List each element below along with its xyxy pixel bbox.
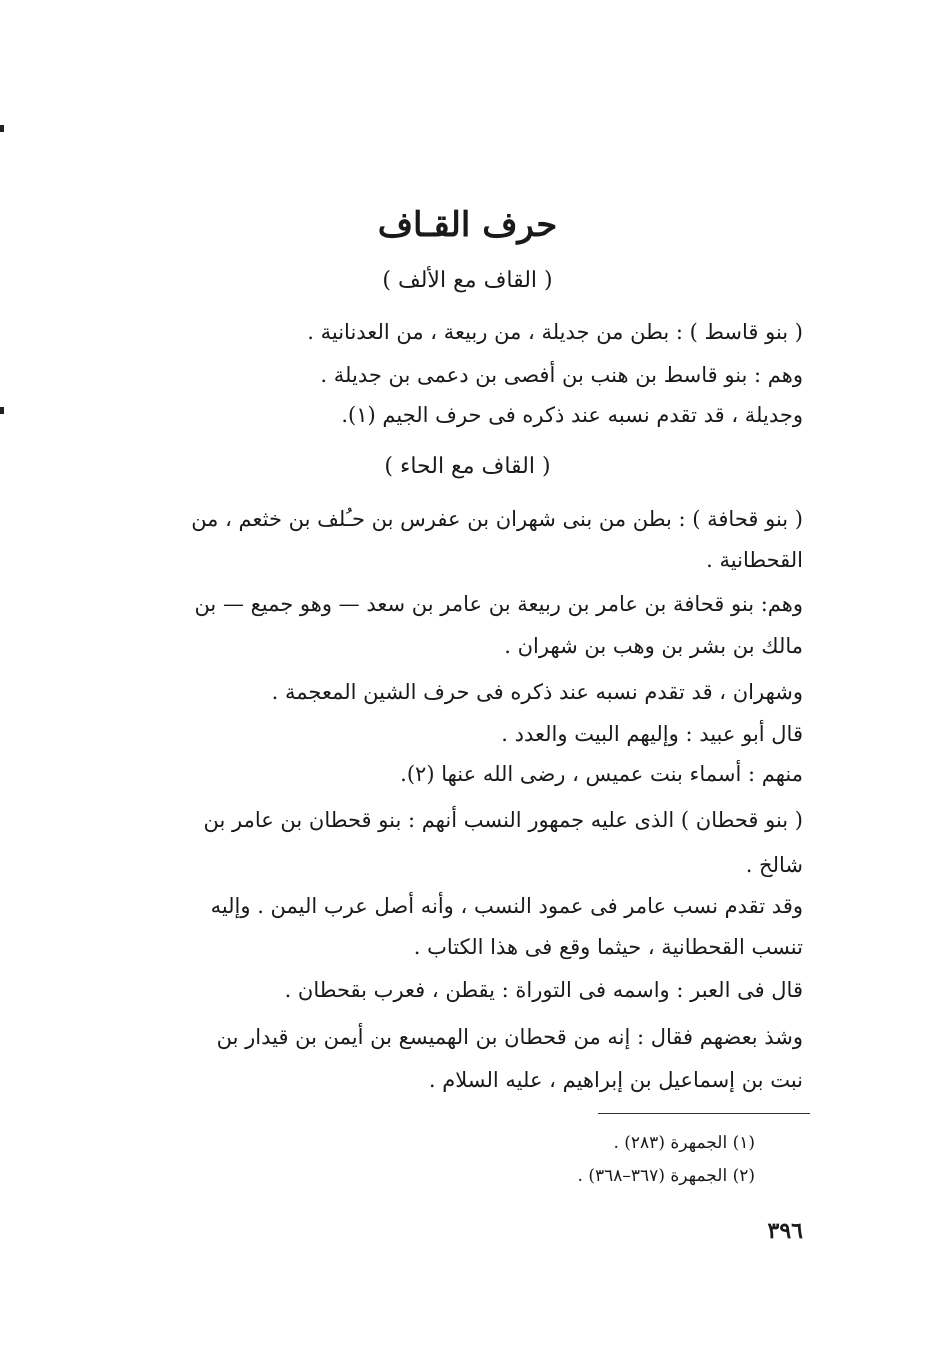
text-line: تنسب القحطانية ، حيثما وقع فى هذا الكتاب . [413, 935, 803, 959]
section-heading: ( القاف مع الحاء ) [384, 454, 551, 479]
text-line: ( بنو قحافة ) : بطن من بنى شهران بن عفرس بن حـُلف بن خثعم ، من [191, 507, 803, 531]
text-line: منهم : أسماء بنت عميس ، رضى الله عنها (٢). [400, 762, 803, 786]
page-number: ٣٩٦ [767, 1218, 803, 1244]
text-line: وجديلة ، قد تقدم نسبه عند ذكره فى حرف الجيم (١). [341, 403, 803, 427]
text-line: ( بنو قاسط ) : بطن من جديلة ، من ربيعة ، من العدنانية . [307, 320, 803, 344]
text-line: قال أبو عبيد : وإليهم البيت والعدد . [501, 722, 803, 746]
text-line: وهم: بنو قحافة بن عامر بن ربيعة بن عامر بن سعد — وهو جميع — بن [194, 592, 803, 616]
text-line: ( بنو قحطان ) الذى عليه جمهور النسب أنهم : بنو قحطان بن عامر بن [203, 808, 803, 832]
section-heading: ( القاف مع الألف ) [382, 268, 553, 293]
text-line: وشذ بعضهم فقال : إنه من قحطان بن الهميسع بن أيمن بن قيدار بن [216, 1025, 803, 1049]
footnote: (٢) الجمهرة (٣٦٧–٣٦٨) . [577, 1166, 755, 1186]
text-line: قال فى العبر : واسمه فى التوراة : يقطن ، فعرب بقحطان . [284, 978, 803, 1002]
text-line: شالخ . [745, 853, 803, 877]
text-line: مالك بن بشر بن وهب بن شهران . [504, 634, 803, 658]
footnote: (١) الجمهرة (٢٨٣) . [613, 1133, 755, 1153]
text-line: نبت بن إسماعيل بن إبراهيم ، عليه السلام . [428, 1068, 803, 1092]
text-line: القحطانية . [706, 548, 803, 572]
margin-mark [0, 407, 4, 414]
margin-mark [0, 125, 4, 132]
chapter-title: حرف القـاف [377, 205, 558, 245]
text-line: وشهران ، قد تقدم نسبه عند ذكره فى حرف الشين المعجمة . [271, 680, 803, 704]
footnote-divider [598, 1113, 810, 1114]
text-line: وقد تقدم نسب عامر فى عمود النسب ، وأنه أصل عرب اليمن . وإليه [210, 894, 803, 918]
text-line: وهم : بنو قاسط بن هنب بن أفصى بن دعمى بن جديلة . [320, 363, 803, 387]
